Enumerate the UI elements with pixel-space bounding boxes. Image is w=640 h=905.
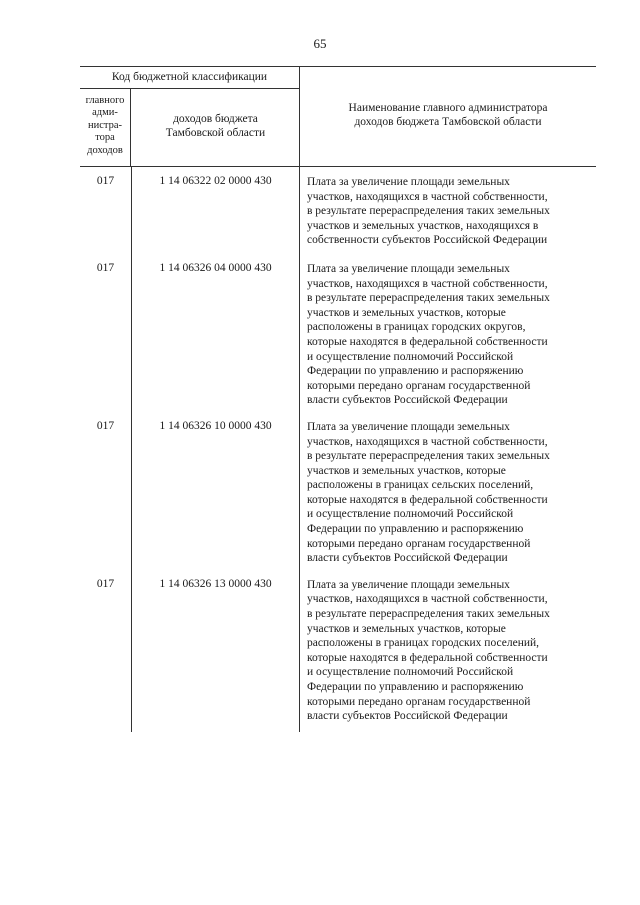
- administrator-name-cell: Плата за увеличение площади земельных участков, находящихся в частной собственности, в результате перераспределения таких земельных участков и земельных участков, которые расположены в границах городских поселений, которые находятся в федеральной собственности и осуществление полномочий Российской Федерации по управлению и распоряжению которыми передано органам государственной власти субъектов Российской Федерации: [307, 578, 550, 723]
- budget-code-cell: 1 14 06326 10 0000 430: [159, 419, 272, 432]
- admin-code-cell: 017: [96, 419, 115, 432]
- table-row: [80, 248, 596, 408]
- table-row: [80, 167, 596, 248]
- table-body: [80, 167, 596, 732]
- budget-code-cell: 1 14 06322 02 0000 430: [159, 175, 272, 187]
- admin-code-cell: 017: [96, 577, 115, 590]
- income-column-header: доходов бюджета Тамбовской области: [165, 113, 266, 139]
- administrator-name-cell: Плата за увеличение площади земельных участков, находящихся в частной собственности, в результате перераспределения таких земельных участков и земельных участков, находящихся в собственности субъектов Российской Федерации: [307, 176, 550, 247]
- budget-classification-table: [80, 66, 596, 732]
- table-header: [80, 66, 596, 167]
- budget-code-group-label: Код бюджетной классификации: [80, 67, 299, 89]
- budget-code-cell: 1 14 06326 13 0000 430: [159, 577, 272, 590]
- admin-code-cell: 017: [96, 175, 115, 187]
- table-row: [80, 566, 596, 732]
- administrator-name-cell: Плата за увеличение площади земельных участков, находящихся в частной собственности, в результате перераспределения таких земельных участков и земельных участков, которые расположены в границах городских округов, которые находятся в федеральной собственности и осуществление полномочий Российской Федерации по управлению и распоряжению которыми передано органам государственной власти субъектов Российской Федерации: [307, 262, 550, 407]
- budget-code-header-group: [80, 67, 300, 166]
- administrator-name-cell: Плата за увеличение площади земельных участков, находящихся в частной собственности, в результате перераспределения таких земельных участков и земельных участков, которые расположены в границах сельских поселений, которые находятся в федеральной собственности и осуществление полномочий Российской Федерации по управлению и распоряжению которыми передано органам государственной власти субъектов Российской Федерации: [307, 420, 550, 565]
- admin-column-header: главного адми- нистра- тора доходов: [80, 89, 131, 166]
- budget-code-cell: 1 14 06326 04 0000 430: [159, 261, 272, 274]
- table-row: [80, 408, 596, 566]
- page-number: 65: [313, 36, 327, 51]
- admin-code-cell: 017: [96, 261, 115, 274]
- name-column-header: Наименование главного администратора доходов бюджета Тамбовской области: [348, 102, 548, 128]
